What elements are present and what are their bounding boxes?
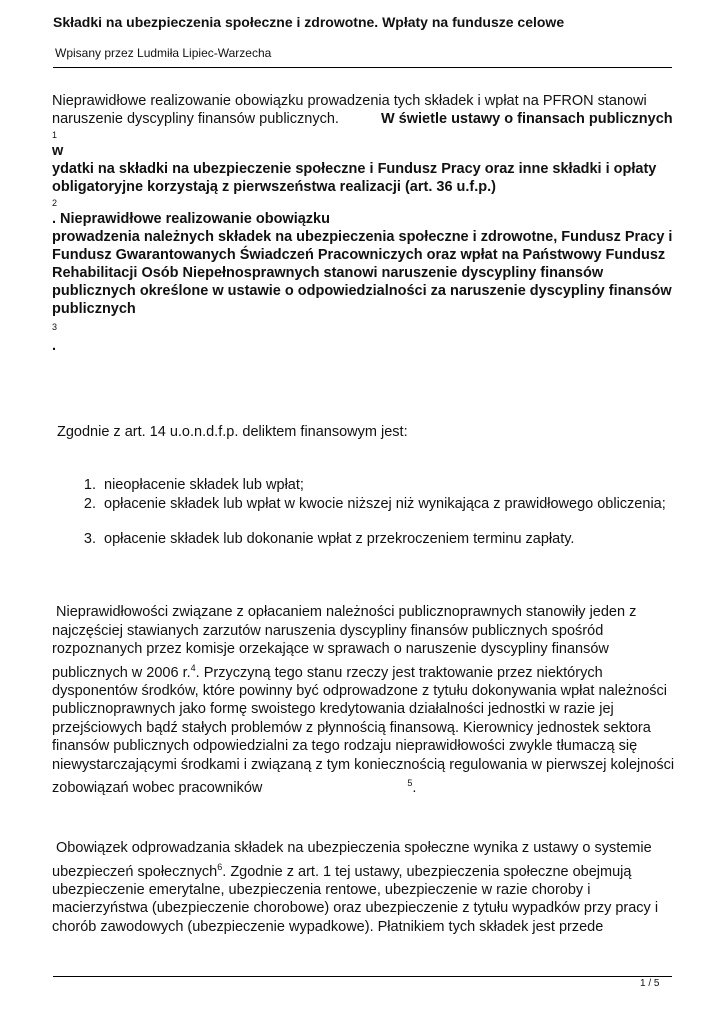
para1-text-c: . [412, 780, 417, 797]
list-item-text: nieopłacenie składek lub wpłat; [104, 477, 304, 493]
list-item-number: 2. [83, 496, 96, 512]
para2-text-b: . Zgodnie z art. 1 tej ustawy, ubezpieczenia społeczne obejmują ubezpieczenie emerytalne, ubezpieczenia rentowe, ubezpieczenie w razie choroby i macierzyństwa (ubezpieczenie chorobowe) oraz ubezpieczenie z tytułu wypadków przy pracy i chorób zawodowych (ubezpieczenie wypadkowe). Płatnikiem tych składek jest przede [52, 863, 659, 935]
para2-text-a: Obowiązek odprowadzania składek na ubezpieczenia społeczne wynika z ustawy o systemie ubezpieczeń społecznych [52, 840, 652, 880]
header-divider [53, 67, 672, 68]
paragraph-obligation [52, 839, 677, 936]
list-item-number: 1. [83, 477, 96, 493]
intro-bold-block-3: prowadzenia należnych składek na ubezpieczenia społeczne i zdrowotne, Fundusz Pracy i Fundusz Gwarantowanych Świadczeń Pracowniczych oraz wpłat na Państwowy Fundusz Rehabilitacji Osób Niepełnosprawnych stanowi naruszenie dyscypliny finansów publicznych określone w ustawie o odpowiedzialności za naruszenie dyscypliny finansów publicznych [52, 229, 673, 317]
intro-line-1: Nieprawidłowe realizowanie obowiązku prowadzenia tych składek i wpłat na PFRON stanowi [52, 93, 647, 109]
footnote-ref-3: 3 [52, 322, 58, 332]
delict-list [60, 476, 666, 549]
intro-w-letter: w [52, 143, 64, 159]
intro-line-2 [52, 110, 677, 128]
page-number: 1 / 5 [640, 978, 660, 989]
footnote-ref-1: 1 [52, 130, 58, 140]
list-item-text: opłacenie składek lub dokonanie wpłat z przekroczeniem terminu zapłaty. [104, 531, 575, 547]
para1-text-b: . Przyczyną tego stanu rzeczy jest traktowanie przez niektórych dysponentów środków, które powinny być odprowadzone z tytułu dokonywania wpłat należności publicznoprawnych jako formę swoistego kredytowania działalności jednostki w razie jej przejściowych bądź stałych problemów z płynnością finansową. Kierownicy jednostek sektora finansów publicznych odpowiedzialni za tego rodzaju nieprawidłowości zwykle tłumaczą się niewystarczającymi środkami i związaną z tym koniecznością regulowania w pierwszej kolejności zobowiązań wobec pracowników [52, 664, 675, 797]
list-item [60, 495, 666, 514]
paragraph-irregularities [52, 603, 677, 798]
list-item [60, 530, 666, 549]
list-item [60, 476, 666, 495]
footnote-ref-4: 4 [190, 662, 196, 673]
para1-text-a: Nieprawidłowości związane z opłacaniem należności publicznoprawnych stanowiły jeden z najczęściej stawianych zarzutów naruszenia dyscypliny finansów publicznych spośród rozpoznanych przez komisje orzekające w sprawach o naruszenie dyscypliny finansów publicznych w 2006 r. [52, 604, 637, 681]
art14-intro: Zgodnie z art. 14 u.o.n.d.f.p. deliktem finansowym jest: [57, 424, 408, 440]
author-byline: Wpisany przez Ludmiła Lipiec-Warzecha [55, 46, 272, 60]
list-item-number: 3. [83, 531, 96, 547]
footnote-ref-6: 6 [217, 861, 223, 872]
intro-bold-block-2: . Nieprawidłowe realizowanie obowiązku [52, 211, 330, 227]
footer-divider [53, 976, 672, 977]
intro-line-2-normal: naruszenie dyscypliny finansów publicznych. [52, 111, 339, 127]
footnote-ref-5: 5 [407, 778, 413, 789]
intro-section [52, 92, 677, 355]
footnote-ref-2: 2 [52, 198, 58, 208]
intro-bold-block-1: ydatki na składki na ubezpieczenie społeczne i Fundusz Pracy oraz inne składki i opłaty obligatoryjne korzystają z pierwszeństwa realizacji (art. 36 u.f.p.) [52, 161, 657, 195]
list-item-text: opłacenie składek lub wpłat w kwocie niższej niż wynikająca z prawidłowego obliczenia; [104, 496, 666, 512]
page-title: Składki na ubezpieczenia społeczne i zdrowotne. Wpłaty na fundusze celowe [53, 14, 565, 30]
intro-line-2-bold: W świetle ustawy o finansach publicznych [380, 111, 673, 127]
intro-final-dot: . [52, 338, 57, 354]
